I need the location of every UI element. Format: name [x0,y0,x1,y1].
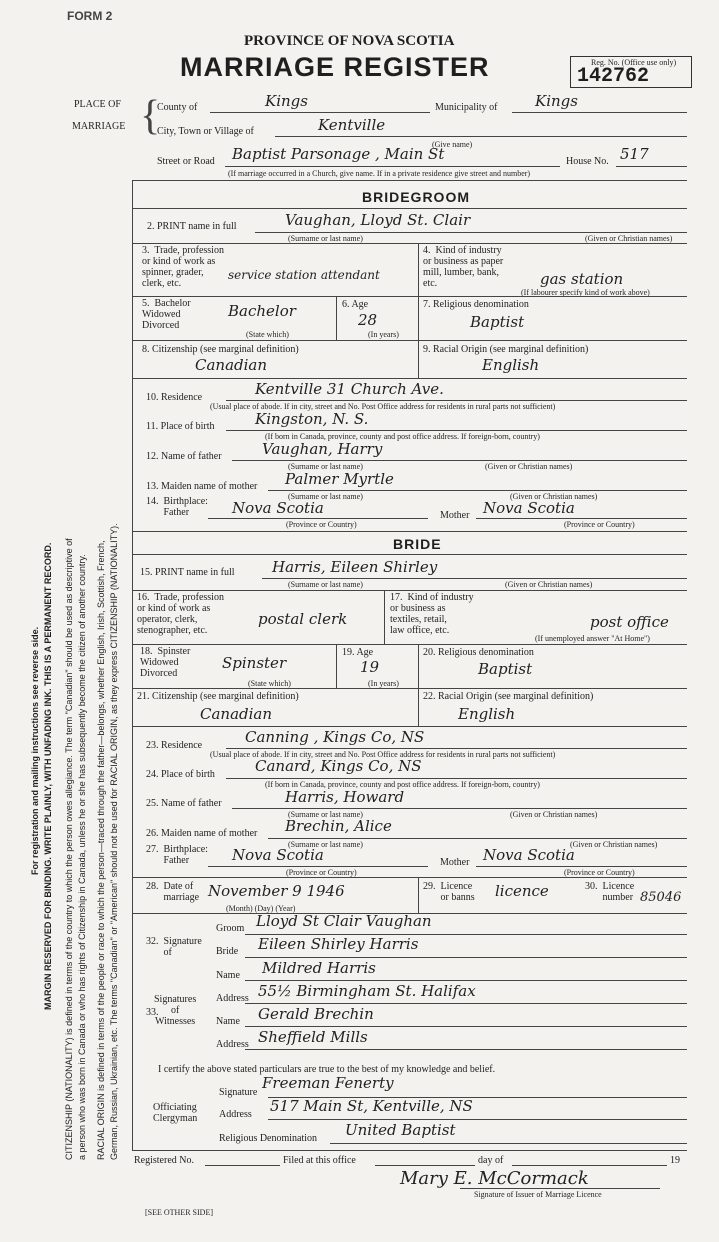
bride-status: Spinster [222,654,287,672]
f33-label: Signatures of Witnesses [154,994,197,1027]
groom-state-which: (State which) [246,330,289,339]
groom-citizenship: Canadian [195,356,268,374]
groom-mother-surname-note: (Surname or last name) [288,492,363,501]
f11-label: 11. Place of birth [146,421,215,432]
groom-mother-birth: Nova Scotia [483,499,575,517]
bride-given-note: (Given or Christian names) [505,580,593,589]
f24-label: 24. Place of birth [146,769,215,780]
bride-age: 19 [360,658,380,676]
bride-birth-note: (If born in Canada, province, county and post office address. If foreign-born, country) [265,780,540,789]
bride-citizenship: Canadian [200,705,273,723]
groom-mother: Palmer Myrtle [285,470,394,488]
year-prefix: 19 [670,1155,680,1166]
bride-father: Harris, Howard [285,788,405,806]
province-heading: PROVINCE OF NOVA SCOTIA [244,33,455,49]
bride-signature: Eileen Shirley Harris [258,935,419,953]
birth-note: (If born in Canada, province, county and post office address. If foreign-born, country) [265,432,540,441]
date-notes: (Month) (Day) (Year) [226,904,296,913]
clergy-address: 517 Main St, Kentville, NS [270,1097,473,1115]
bride-surname-note: (Surname or last name) [288,580,363,589]
residence-note: (Usual place of abode. If in city, street and No. Post Office address for residents in rural parts not sufficient) [210,402,556,411]
licence-number: 85046 [640,890,682,905]
groom-industry: gas station [540,270,624,288]
f20-label: 20. Religious denomination [423,647,534,658]
groom-father-given-note: (Given or Christian names) [485,462,573,471]
groom-mother-given-note: (Given or Christian names) [510,492,598,501]
reg-number-box [570,56,692,88]
house-value: 517 [620,145,649,163]
labourer-note: (If labourer specify kind of work above) [521,288,650,297]
filed-label: Filed at this office [283,1155,356,1166]
f6-label: 6. Age [342,299,369,310]
f32-label: 32. Signature of [146,936,202,958]
bride-name: Harris, Eileen Shirley [272,558,438,576]
f3-label: 3. Trade, profession or kind of work as spinner, grader, clerk, etc. [142,245,224,289]
bride-residence-note: (Usual place of abode. If in city, street and No. Post Office address for residents in rural parts not sufficient) [210,750,556,759]
bridegroom-heading: BRIDEGROOM [362,189,470,205]
groom-mother-word: Mother [440,510,470,521]
bride-mother-birth: Nova Scotia [483,846,575,864]
groom-given-note: (Given or Christian names) [585,234,673,243]
place-brace: { [140,93,161,139]
bride-religion: Baptist [478,660,533,678]
f21-label: 21. Citizenship (see marginal definition) [137,691,299,702]
groom-mother-province-note: (Province or Country) [564,520,635,529]
marriage-date: November 9 1946 [208,882,345,900]
groom-status: Bachelor [228,302,296,320]
bride-sig-label: Bride [216,946,239,957]
county-label: County of [157,102,198,113]
day-of-label: day of [478,1155,504,1166]
w2-name: Gerald Brechin [258,1005,374,1023]
bride-mother-word: Mother [440,857,470,868]
form-frame [132,180,687,1150]
unemployed-note: (If unemployed answer "At Home") [535,634,650,643]
place-label-1: PLACE OF [74,99,121,110]
groom-father: Vaughan, Harry [262,440,383,458]
f33-number: 33. [146,1007,159,1018]
f9-label: 9. Racial Origin (see marginal definition) [423,344,589,355]
w1-name-label: Name [216,970,240,981]
groom-religion: Baptist [470,313,525,331]
f7-label: 7. Religious denomination [423,299,529,310]
sidebar-line-5: RACIAL ORIGIN is defined in terms of the people or race to which the person—traced through the father—belongs, whether English, Irish, Scottish, French, [96,540,106,1160]
groom-residence: Kentville 31 Church Ave. [255,380,444,398]
street-note: (If marriage occurred in a Church, give name. If in a private residence give street and number) [228,169,531,178]
clergy-address-label: Address [219,1109,252,1120]
groom-birthplace: Kingston, N. S. [255,410,369,428]
groom-name: Vaughan, Lloyd St. Clair [285,211,471,229]
bride-mother-given-note: (Given or Christian names) [570,840,658,849]
street-label: Street or Road [157,156,215,167]
f10-label: 10. Residence [146,392,203,403]
licence-or-banns: licence [495,882,549,900]
f23-label: 23. Residence [146,740,203,751]
bride-trade: postal clerk [258,610,348,628]
groom-sig-label: Groom [216,923,245,934]
f13-label: 13. Maiden name of mother [146,481,258,492]
w1-address-label: Address [216,993,249,1004]
groom-trade: service station attendant [228,268,380,282]
bride-mother-province-note: (Province or Country) [564,868,635,877]
w1-address: 55½ Birmingham St. Halifax [258,982,476,1000]
city-label: City, Town or Village of [157,126,254,137]
officiating-label: Officiating Clergyman [153,1102,198,1124]
sidebar-line-2: MARGIN RESERVED FOR BINDING. WRITE PLAINLY, WITH UNFADING INK. THIS IS A PERMANENT RECORD. [43,542,53,1010]
municipality-label: Municipality of [435,102,498,113]
f14-label: 14. Birthplace: Father [146,496,208,518]
f22-label: 22. Racial Origin (see marginal definition) [423,691,594,702]
place-label-2: MARRIAGE [72,121,126,132]
w2-name-label: Name [216,1016,240,1027]
clergy-denomination: United Baptist [345,1121,456,1139]
f17-label: 17. Kind of industry or business as textiles, retail, law office, etc. [390,592,474,636]
f2-label: 2. PRINT name in full [147,221,237,232]
reg-number: 142762 [577,65,650,88]
f28-label: 28. Date of marriage [146,881,200,903]
city-value: Kentville [318,116,386,134]
groom-father-province-note: (Province or Country) [286,520,357,529]
groom-surname-note: (Surname or last name) [288,234,363,243]
clergy-signature: Freeman Fenerty [262,1074,394,1092]
groom-signature: Lloyd St Clair Vaughan [256,912,432,930]
sidebar-line-3: CITIZENSHIP (NATIONALITY) is defined in terms of the country to which the person owes allegiance. The term "Canadian" should be used as descriptive of [64,538,74,1160]
groom-age: 28 [358,311,378,329]
groom-racial: English [482,356,540,374]
groom-in-years: (In years) [368,330,399,339]
f12-label: 12. Name of father [146,451,222,462]
bride-in-years: (In years) [368,679,399,688]
bride-father-birth: Nova Scotia [232,846,324,864]
bride-residence: Canning , Kings Co, NS [245,728,425,746]
w1-name: Mildred Harris [262,959,376,977]
f4-label: 4. Kind of industry or business as paper mill, lumber, bank, etc. [423,245,504,289]
municipality-value: Kings [535,92,578,110]
clergy-sig-label: Signature [219,1087,258,1098]
sidebar-line-4: a person who was born in Canada or who has rights of Citizenship in Canada, unless he or she has subsequently become the citizen of another country. [77,554,87,1160]
bride-mother-surname-note: (Surname or last name) [288,840,363,849]
reg-number-label: Reg. No. (Office use only) [591,58,677,67]
f16-label: 16. Trade, profession or kind of work as operator, clerk, stenographer, etc. [137,592,224,636]
bride-father-given-note: (Given or Christian names) [510,810,598,819]
give-name-note: (Give name) [432,140,473,149]
certify-text: I certify the above stated particulars are true to the best of my knowledge and belief. [158,1064,496,1075]
registered-no-label: Registered No. [134,1155,194,1166]
sidebar-line-6: German, Russian, Ukrainian, etc. The terms "Canadian" or "American" should not be used for RACIAL ORIGIN, as they express CITIZENSHIP (NATIONALITY). [109,523,119,1160]
f27-label: 27. Birthplace: Father [146,844,208,866]
f30-label: 30. Licence number [585,881,635,903]
bride-industry: post office [590,613,669,631]
form-number: FORM 2 [67,9,113,23]
bride-father-province-note: (Province or Country) [286,868,357,877]
street-value: Baptist Parsonage , Main St [232,145,445,163]
f25-label: 25. Name of father [146,798,222,809]
bride-racial: English [458,705,516,723]
w2-address: Sheffield Mills [258,1028,368,1046]
f5-label: 5. Bachelor Widowed Divorced [142,298,191,331]
groom-father-surname-note: (Surname or last name) [288,462,363,471]
f19-label: 19. Age [342,647,374,658]
f8-label: 8. Citizenship (see marginal definition) [142,344,299,355]
clergy-denom-label: Religious Denomination [219,1133,318,1144]
house-label: House No. [566,156,609,167]
groom-father-birth: Nova Scotia [232,499,324,517]
bride-mother: Brechin, Alice [285,817,392,835]
sidebar-line-1: For registration and mailing instructions see reverse side. [30,626,40,875]
f15-label: 15. PRINT name in full [140,567,235,578]
issuer-label: Signature of Issuer of Marriage Licence [474,1190,602,1199]
see-other-side: [SEE OTHER SIDE] [145,1208,213,1217]
issuer-signature: Mary E. McCormack [400,1168,589,1189]
bride-state-which: (State which) [248,679,291,688]
w2-address-label: Address [216,1039,249,1050]
f26-label: 26. Maiden name of mother [146,828,258,839]
bride-birthplace: Canard, Kings Co, NS [255,757,422,775]
page-title: MARRIAGE REGISTER [180,52,490,82]
f18-label: 18. Spinster Widowed Divorced [140,646,191,679]
f29-label: 29. Licence or banns [423,881,475,903]
bride-father-surname-note: (Surname or last name) [288,810,363,819]
county-value: Kings [265,92,308,110]
bride-heading: BRIDE [393,536,442,552]
